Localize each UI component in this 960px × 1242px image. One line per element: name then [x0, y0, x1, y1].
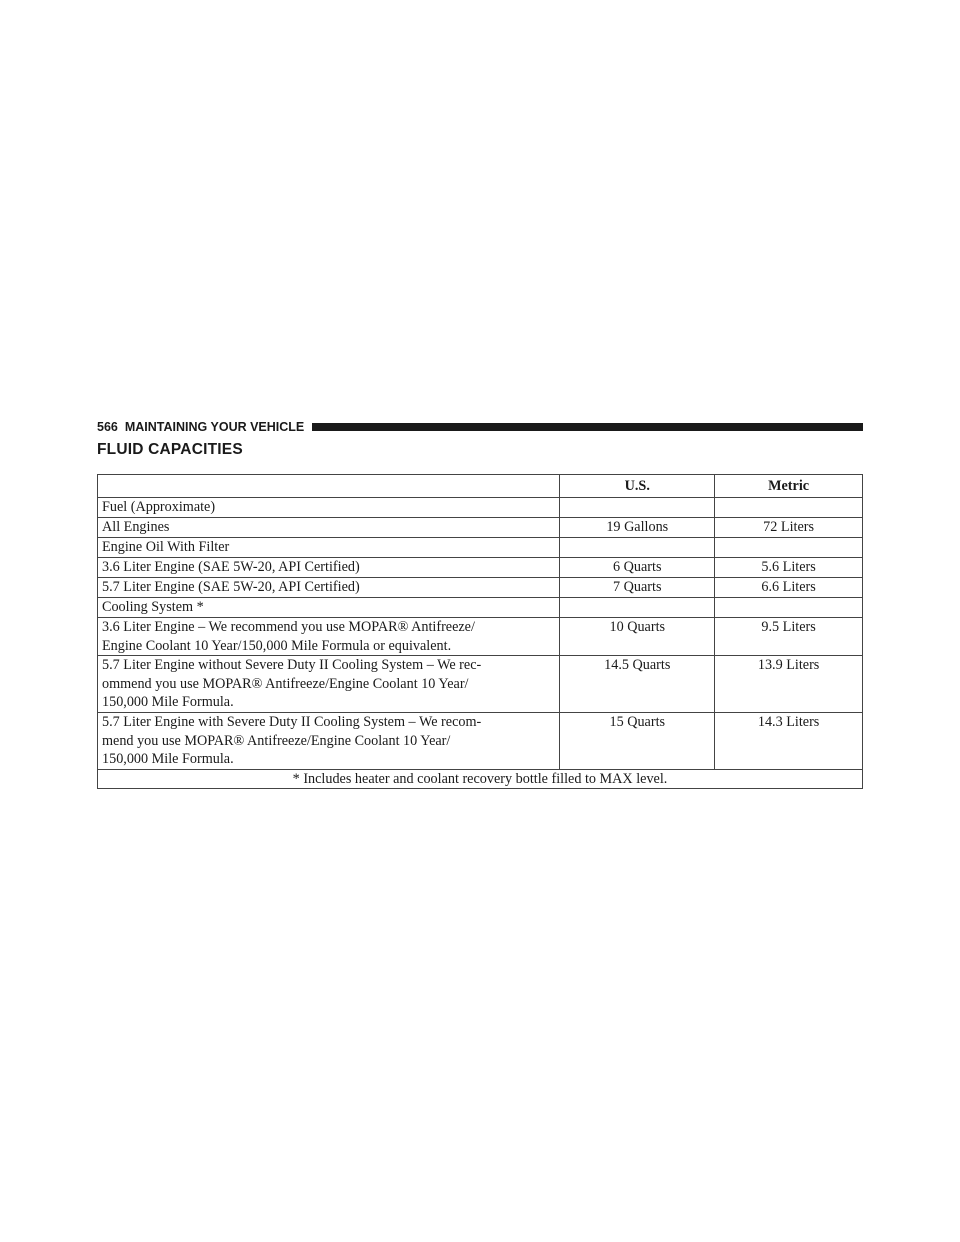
category-label: Cooling System * [98, 598, 560, 618]
row-label-line: 5.7 Liter Engine without Severe Duty II Cooling System – We rec- [102, 657, 482, 674]
us-value: 6 Quarts [560, 558, 715, 578]
page-header [97, 419, 863, 435]
section-title: MAINTAINING YOUR VEHICLE [124, 420, 305, 434]
us-value: 14.5 Quarts [560, 656, 715, 713]
fluid-capacities-table [97, 474, 863, 789]
table-row [98, 656, 863, 713]
table-footnote: * Includes heater and coolant recovery bottle filled to MAX level. [98, 769, 863, 789]
metric-value: 13.9 Liters [715, 656, 863, 713]
us-value [560, 538, 715, 558]
metric-value: 6.6 Liters [715, 578, 863, 598]
table-row [98, 578, 863, 598]
row-label-line: 150,000 Mile Formula. [102, 694, 234, 711]
us-value: 10 Quarts [560, 618, 715, 656]
row-label-line: 3.6 Liter Engine – We recommend you use MOPAR® Antifreeze/ [102, 619, 475, 635]
category-label: Engine Oil With Filter [98, 538, 560, 558]
table-row [98, 538, 863, 558]
row-label [98, 712, 560, 769]
table-row [98, 598, 863, 618]
row-label: 3.6 Liter Engine (SAE 5W-20, API Certified) [98, 558, 560, 578]
metric-value: 14.3 Liters [715, 712, 863, 769]
page-title: FLUID CAPACITIES [97, 441, 243, 458]
table-row [98, 518, 863, 538]
column-header-us: U.S. [560, 475, 715, 498]
column-header-metric: Metric [715, 475, 863, 498]
metric-value: 72 Liters [715, 518, 863, 538]
row-label-line: ommend you use MOPAR® Antifreeze/Engine Coolant 10 Year/ [102, 675, 469, 692]
us-value: 7 Quarts [560, 578, 715, 598]
us-value [560, 498, 715, 518]
us-value: 19 Gallons [560, 518, 715, 538]
row-label [98, 656, 560, 713]
row-label-line: Engine Coolant 10 Year/150,000 Mile Formula or equivalent. [102, 637, 452, 654]
table-footnote-row [98, 769, 863, 789]
metric-value [715, 598, 863, 618]
table-row [98, 558, 863, 578]
metric-value: 9.5 Liters [715, 618, 863, 656]
category-label: Fuel (Approximate) [98, 498, 560, 518]
metric-value [715, 498, 863, 518]
metric-value: 5.6 Liters [715, 558, 863, 578]
table-row [98, 498, 863, 518]
table-row [98, 712, 863, 769]
row-label-line: mend you use MOPAR® Antifreeze/Engine Coolant 10 Year/ [102, 732, 451, 749]
row-label: All Engines [98, 518, 560, 538]
us-value [560, 598, 715, 618]
row-label-line: 5.7 Liter Engine with Severe Duty II Cooling System – We recom- [102, 713, 482, 730]
table-row [98, 618, 863, 656]
metric-value [715, 538, 863, 558]
row-label [98, 618, 560, 656]
row-label: 5.7 Liter Engine (SAE 5W-20, API Certified) [98, 578, 560, 598]
row-label-line: 150,000 Mile Formula. [102, 751, 234, 768]
page-number: 566 [97, 420, 118, 434]
us-value: 15 Quarts [560, 712, 715, 769]
table-header-row [98, 475, 863, 498]
header-rule [312, 423, 863, 431]
column-header-item [98, 475, 560, 498]
